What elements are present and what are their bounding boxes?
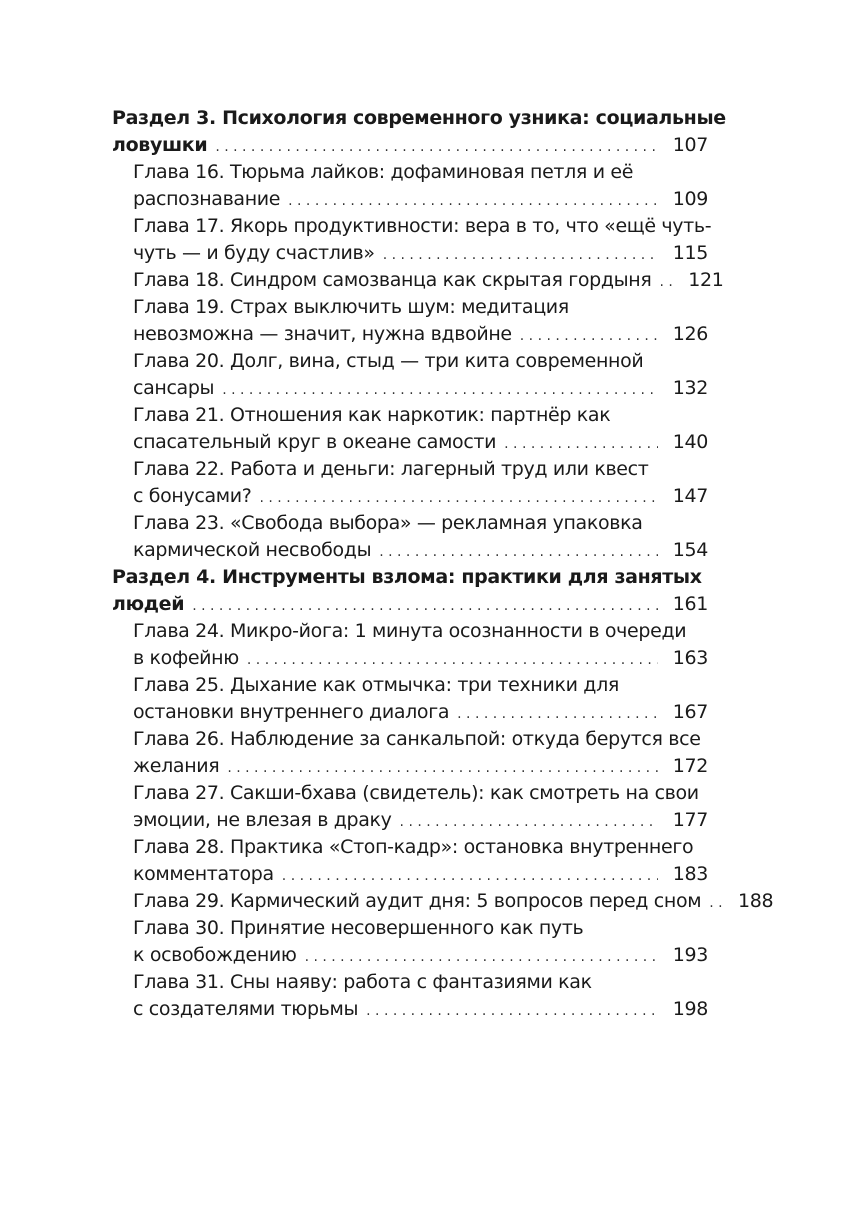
toc-chapter-entry [112,456,708,510]
toc-entry-line [133,456,708,483]
toc-page-number: 163 [672,647,708,669]
dot-leader [366,998,658,1025]
toc-entry-title: комментатора [133,863,274,885]
toc-chapter-entry [112,159,708,213]
toc-entry-line [133,996,708,1023]
toc-entry-title: Глава 22. Работа и деньги: лагерный труд или квест [133,458,649,480]
toc-entry-line [133,861,708,888]
toc-entry-title: кармической несвободы [133,539,372,561]
dot-leader [215,134,658,161]
toc-section-entry [112,564,708,618]
toc-entry-line [133,213,712,240]
toc-section-entry [112,105,726,159]
toc-entry-line [133,429,708,456]
toc-chapter-entry [112,510,708,564]
toc-entry-line [133,888,774,915]
toc-page-number: 132 [672,377,708,399]
dot-leader [457,701,658,728]
toc-entry-line [133,618,708,645]
toc-entry-title: распознавание [133,188,281,210]
dot-leader [247,647,658,674]
toc-chapter-entry [112,618,708,672]
toc-chapter-entry [112,348,708,402]
toc-entry-title: Глава 31. Сны наяву: работа с фантазиями как [133,971,592,993]
toc-page-number: 140 [672,431,708,453]
dot-leader [709,890,723,917]
toc-entry-title: Глава 26. Наблюдение за санкальпой: откуда берутся все [133,728,701,750]
toc-entry-title: Глава 17. Якорь продуктивности: вера в то, что «ещё чуть- [133,215,712,237]
toc-entry-title: Глава 30. Принятие несовершенного как путь [133,917,584,939]
toc-entry-line [133,510,708,537]
toc-entry-line [133,915,708,942]
toc-entry-line [133,699,708,726]
toc-entry-title: Глава 25. Дыхание как отмычка: три техники для [133,674,619,696]
toc-chapter-entry [112,969,708,1023]
toc-chapter-entry [112,267,724,294]
dot-leader [282,863,658,890]
table-of-contents [112,105,774,1023]
toc-entry-title: желания [133,755,220,777]
toc-chapter-entry [112,726,708,780]
toc-entry-line [133,294,708,321]
dot-leader [305,944,658,971]
toc-entry-line [133,402,708,429]
toc-entry-line [112,105,726,132]
toc-page-number: 193 [672,944,708,966]
toc-page-number: 154 [672,539,708,561]
toc-entry-line [112,132,708,159]
toc-entry-title: в кофейню [133,647,239,669]
toc-entry-title: невозможна — значит, нужна вдвойне [133,323,512,345]
toc-entry-title: с создателями тюрьмы [133,998,359,1020]
toc-entry-line [133,321,708,348]
toc-entry-line [112,591,708,618]
toc-entry-line [133,726,708,753]
toc-chapter-entry [112,834,708,888]
toc-entry-line [133,672,708,699]
toc-entry-line [133,240,708,267]
dot-leader [227,755,658,782]
toc-entry-line [133,753,708,780]
toc-entry-title: с бонусами? [133,485,252,507]
toc-chapter-entry [112,294,708,348]
toc-entry-title: чуть — и буду счастлив» [133,242,375,264]
dot-leader [659,269,673,296]
toc-entry-title: людей [112,593,185,615]
toc-entry-title: Глава 24. Микро-йога: 1 минута осознанности в очереди [133,620,687,642]
toc-entry-line [133,780,708,807]
toc-entry-title: к освобождению [133,944,297,966]
toc-chapter-entry [112,213,712,267]
toc-entry-line [133,807,708,834]
toc-entry-title: спасательный круг в океане самости [133,431,497,453]
toc-entry-title: Глава 19. Страх выключить шум: медитация [133,296,569,318]
toc-page-number: 121 [688,269,724,291]
dot-leader [192,593,658,620]
toc-page-number: 107 [672,134,708,156]
dot-leader [288,188,658,215]
toc-page-number: 167 [672,701,708,723]
dot-leader [520,323,658,350]
toc-page-number: 161 [672,593,708,615]
toc-entry-title: Глава 23. «Свобода выбора» — рекламная упаковка [133,512,643,534]
dot-leader [379,539,658,566]
dot-leader [260,485,659,512]
toc-entry-title: остановки внутреннего диалога [133,701,450,723]
toc-chapter-entry [112,888,774,915]
toc-chapter-entry [112,915,708,969]
toc-entry-title: Глава 27. Сакши-бхава (свидетель): как смотреть на свои [133,782,699,804]
toc-page-number: 188 [737,890,774,912]
toc-chapter-entry [112,780,708,834]
toc-entry-title: Глава 21. Отношения как наркотик: партнёр как [133,404,611,426]
toc-entry-title: Глава 29. Кармический аудит дня: 5 вопросов перед сном [133,890,702,912]
toc-page-number: 126 [672,323,708,345]
toc-page-number: 115 [672,242,708,264]
toc-entry-title: Раздел 4. Инструменты взлома: практики для занятых [112,566,702,588]
toc-entry-title: Глава 18. Синдром самозванца как скрытая гордыня [133,269,652,291]
toc-page-number: 177 [672,809,708,831]
toc-page-number: 147 [672,485,708,507]
toc-entry-line [112,564,708,591]
toc-entry-line [133,942,708,969]
toc-page-number: 109 [672,188,708,210]
dot-leader [222,377,658,404]
toc-entry-title: Глава 16. Тюрьма лайков: дофаминовая петля и её [133,161,634,183]
toc-chapter-entry [112,672,708,726]
toc-entry-line [133,348,708,375]
toc-entry-line [133,483,708,510]
toc-chapter-entry [112,402,708,456]
toc-entry-title: Глава 20. Долг, вина, стыд — три кита современной [133,350,644,372]
toc-entry-line [133,159,708,186]
toc-entry-title: эмоции, не влезая в драку [133,809,392,831]
toc-entry-title: ловушки [112,134,208,156]
toc-entry-line [133,537,708,564]
toc-entry-line [133,267,724,294]
toc-entry-line [133,969,708,996]
dot-leader [504,431,658,458]
toc-page-number: 172 [672,755,708,777]
dot-leader [383,242,658,269]
toc-entry-title: Раздел 3. Психология современного узника: социальные [112,107,726,129]
toc-entry-title: сансары [133,377,215,399]
toc-entry-line [133,645,708,672]
toc-entry-line [133,186,708,213]
toc-entry-title: Глава 28. Практика «Стоп-кадр»: остановка внутреннего [133,836,694,858]
toc-page-number: 198 [672,998,708,1020]
dot-leader [400,809,658,836]
toc-page-number: 183 [672,863,708,885]
toc-entry-line [133,834,708,861]
toc-entry-line [133,375,708,402]
